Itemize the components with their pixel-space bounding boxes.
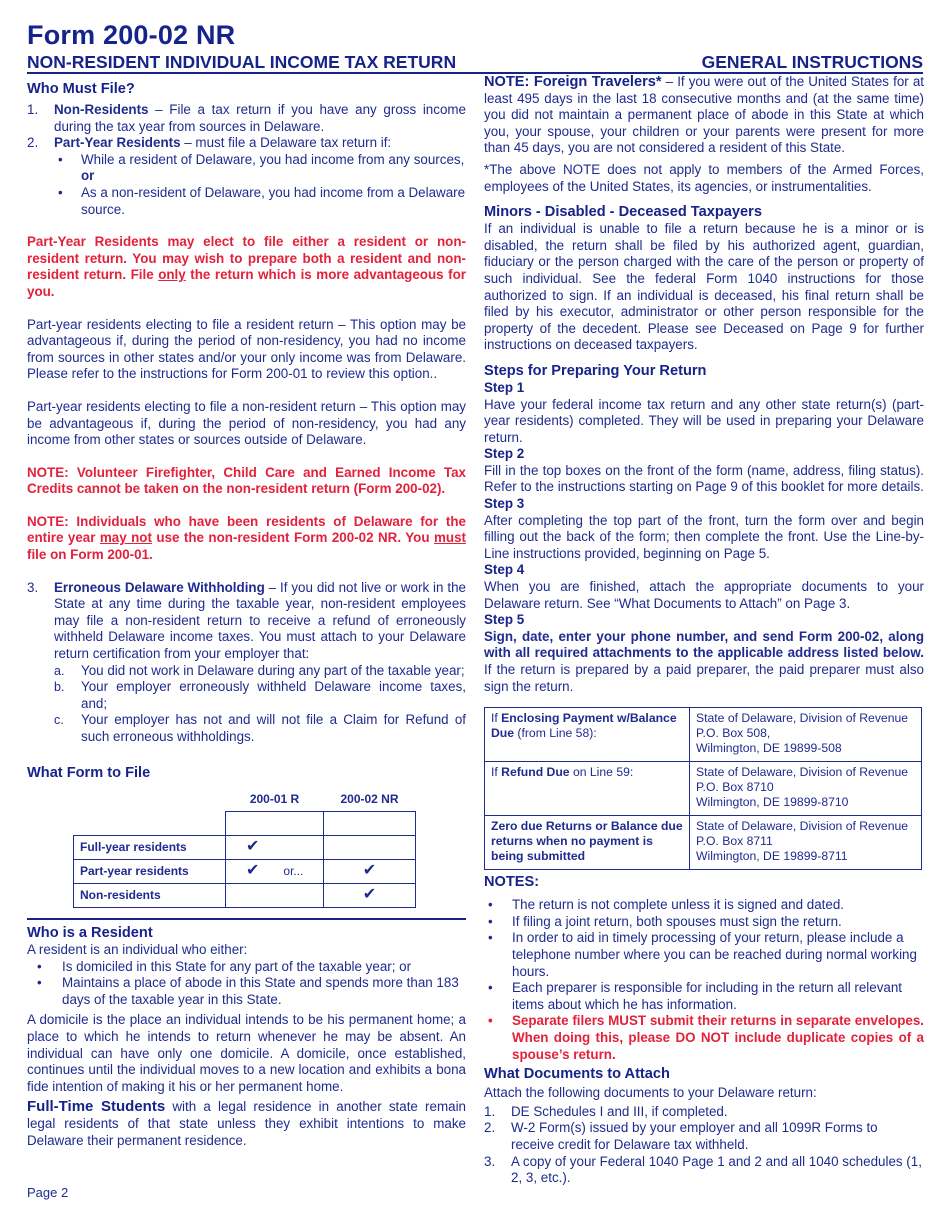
- column-header: 200-02 NR: [340, 792, 399, 807]
- section-title: GENERAL INSTRUCTIONS: [701, 52, 923, 72]
- step-text: Have your federal income tax return and any other state return(s) (part-year residents) completed. They will be used in preparing your Delaware return.: [484, 396, 924, 445]
- table-row: Zero due Returns or Balance due returns when no payment is being submitted State of Delaware, Division of Revenue P.O. Box 8711 Wilmington, DE 19899-8711: [485, 816, 922, 870]
- bullet-icon: •: [488, 930, 493, 946]
- form-title: Form 200-02 NR: [27, 20, 236, 50]
- domicile-paragraph: A domicile is the place an individual intends to be his permanent home; a place to which he intends to return whenever he may be absent. An individual can have only one domicile. A domicile, once established, continues until the individual moves to a new location and exhibits a bona fide intention of making it his or her permanent home.: [27, 1012, 466, 1094]
- documents-heading: What Documents to Attach: [484, 1066, 670, 1083]
- list-item: • While a resident of Delaware, you had income from any sources, or: [27, 152, 466, 185]
- minors-heading: Minors - Disabled - Deceased Taxpayers: [484, 204, 762, 221]
- resident-option-paragraph: Part-year residents electing to file a resident return – This option may be advantageous if, during the period of non-residency, you had no income from sources in other states and/or your only income was from Delaware. Please refer to the instructions for Form 200-01 to review this option..: [27, 316, 466, 382]
- check-icon: ✔: [246, 862, 260, 880]
- step-label: Step 4: [484, 562, 525, 578]
- who-must-file-heading: Who Must File?: [27, 81, 135, 97]
- resident-intro: A resident is an individual who either:: [27, 942, 248, 958]
- nonresident-option-paragraph: Part-year residents electing to file a non-resident return – This option may be advantageous if, during the period of non-residency, you had any income from other states or sources outside of Delaware.: [27, 398, 466, 448]
- page-number: Page 2: [27, 1185, 69, 1200]
- check-icon: ✔: [362, 862, 377, 880]
- bullet-icon: •: [58, 184, 63, 200]
- full-year-note: NOTE: Individuals who have been residents of Delaware for the entire year may not use the non-resident Form 200-02 NR. You must file on Form 200-01.: [27, 513, 466, 563]
- list-item: • Is domiciled in this State for any part of the taxable year; or: [27, 959, 466, 976]
- list-item: 3. Erroneous Delaware Withholding – If you did not live or work in the State at any time during the taxable year, non-resident employees may file a non-resident return to receive a refund of erroneously withheld Delaware income taxes. You must attach to your Delaware return certification from your employer that:: [27, 579, 466, 662]
- steps-heading: Steps for Preparing Your Return: [484, 362, 707, 379]
- step-text: Fill in the top boxes on the front of the form (name, address, filing status). Refer to the instructions starting on Page 9 of this booklet for more details.: [484, 462, 924, 495]
- list-item: • As a non-resident of Delaware, you had income from a Delaware source.: [27, 185, 466, 218]
- list-item: 1. Non-Residents – File a tax return if you have any gross income during the tax year from sources in Delaware.: [27, 102, 466, 134]
- left-column: [27, 80, 466, 1149]
- credits-note: NOTE: Volunteer Firefighter, Child Care and Earned Income Tax Credits cannot be taken on the non-resident return (Form 200-02).: [27, 464, 466, 497]
- bullet-icon: •: [37, 958, 42, 974]
- bullet-icon: •: [488, 980, 493, 996]
- list-item: • Maintains a place of abode in this State and spends more than 183 days of the taxable year in this State.: [27, 975, 466, 1008]
- part-year-note: Part-Year Residents may elect to file either a resident or non-resident return. You may wish to prepare both a resident and non-resident return. File only the return which is more advantageous for you.: [27, 234, 466, 299]
- list-item: c. Your employer has not and will not file a Claim for Refund of such erroneous withholdings.: [54, 712, 466, 744]
- minors-paragraph: If an individual is unable to file a return because he is a minor or is disabled, the return shall be filed by his authorized agent, guardian, fiduciary or the person charged with the care of the person or property of such individual. See the federal Form 1040 instructions for those authorized to sign. If an individual is deceased, his final return shall be filed by his executor, administrator or other person responsible for the property of the decedent. Please see Deceased on Page 9 for further instructions on deceased taxpayers.: [484, 221, 924, 353]
- notes-heading: NOTES:: [484, 874, 540, 891]
- table-row: If Refund Due on Line 59: State of Delaware, Division of Revenue P.O. Box 8710 Wilmington, DE 19899-8710: [485, 762, 922, 816]
- who-is-resident-heading: Who is a Resident: [27, 925, 153, 942]
- list-item: • If filing a joint return, both spouses must sign the return.: [484, 914, 924, 931]
- bullet-icon: •: [37, 975, 42, 991]
- step-text: Sign, date, enter your phone number, and send Form 200-02, along with all required attachments to the applicable address listed below. If the return is prepared by a paid preparer, the paid preparer must also sign the return.: [484, 628, 924, 694]
- list-item: • The return is not complete unless it is signed and dated.: [484, 897, 924, 914]
- mailing-address-table: [484, 707, 922, 870]
- table-row: Non-residents ✔: [74, 884, 416, 908]
- step-label: Step 5: [484, 612, 525, 628]
- column-header: 200-01 R: [249, 792, 300, 807]
- step-text: When you are finished, attach the appropriate documents to your Delaware return. See “What Documents to Attach” on Page 3.: [484, 579, 924, 611]
- table-row: If Enclosing Payment w/Balance Due (from Line 58): State of Delaware, Division of Revenue P.O. Box 508, Wilmington, DE 19899-508: [485, 708, 922, 762]
- list-item: b. Your employer erroneously withheld Delaware income taxes, and;: [54, 679, 466, 711]
- form-subtitle: NON-RESIDENT INDIVIDUAL INCOME TAX RETURN: [27, 52, 457, 72]
- what-form-heading: What Form to File: [27, 764, 151, 781]
- bullet-icon: •: [488, 913, 493, 929]
- check-icon: ✔: [246, 838, 260, 856]
- bullet-icon: •: [58, 151, 63, 167]
- right-column: [484, 74, 924, 1187]
- step-label: Step 2: [484, 446, 525, 462]
- step-text: After completing the top part of the front, turn the form over and begin filling out the back of the form; then complete the front. Use the Line-by-Line instructions provided, beginning on Page 5.: [484, 512, 924, 561]
- step-label: Step 1: [484, 379, 525, 395]
- list-item: 2. W-2 Form(s) issued by your employer and all 1099R Forms to receive credit for Delaware tax withheld.: [484, 1120, 878, 1152]
- table-row: Part-year residents ✔ or... ✔: [74, 860, 416, 884]
- list-item: • In order to aid in timely processing of your return, please include a telephone number where you can be reached during normal working hours.: [484, 930, 924, 980]
- foreign-travelers-paragraph: NOTE: Foreign Travelers* – If you were out of the United States for at least 495 days in the last 18 consecutive months and (at the same time) you did not maintain a permanent place of abode in this State at which you, your spouse, your children or your parents were present for more than 45 days, you are not considered a resident of this State.: [484, 74, 924, 156]
- foreign-footnote: *The above NOTE does not apply to members of the Armed Forces, employees of the United States, its agencies, or instrumentalities.: [484, 161, 924, 194]
- list-item: a. You did not work in Delaware during any part of the taxable year;: [54, 662, 465, 678]
- full-time-students-paragraph: Full-Time Students with a legal residence in another state remain legal residents of that state unless they exhibit intentions to make Delaware their permanent residence.: [27, 1098, 466, 1148]
- bullet-icon: •: [488, 1013, 493, 1029]
- check-icon: ✔: [362, 886, 377, 904]
- documents-intro: Attach the following documents to your Delaware return:: [484, 1085, 817, 1101]
- list-item: 3. A copy of your Federal 1040 Page 1 and 2 and all 1040 schedules (1, 2, 3, etc.).: [484, 1153, 922, 1186]
- form-choice-table: [73, 788, 416, 909]
- list-item: 2. Part-Year Residents – must file a Delaware tax return if:: [27, 135, 392, 151]
- list-item: • Each preparer is responsible for including in the return all relevant items about which he has information.: [484, 980, 924, 1013]
- list-item: 1. DE Schedules I and III, if completed.: [484, 1103, 728, 1119]
- step-label: Step 3: [484, 496, 525, 512]
- list-item: • Separate filers MUST submit their returns in separate envelopes. When doing this, please DO NOT include duplicate copies of a spouse’s return.: [484, 1013, 924, 1063]
- bullet-icon: •: [488, 897, 493, 913]
- table-row: Full-year residents ✔: [74, 836, 416, 860]
